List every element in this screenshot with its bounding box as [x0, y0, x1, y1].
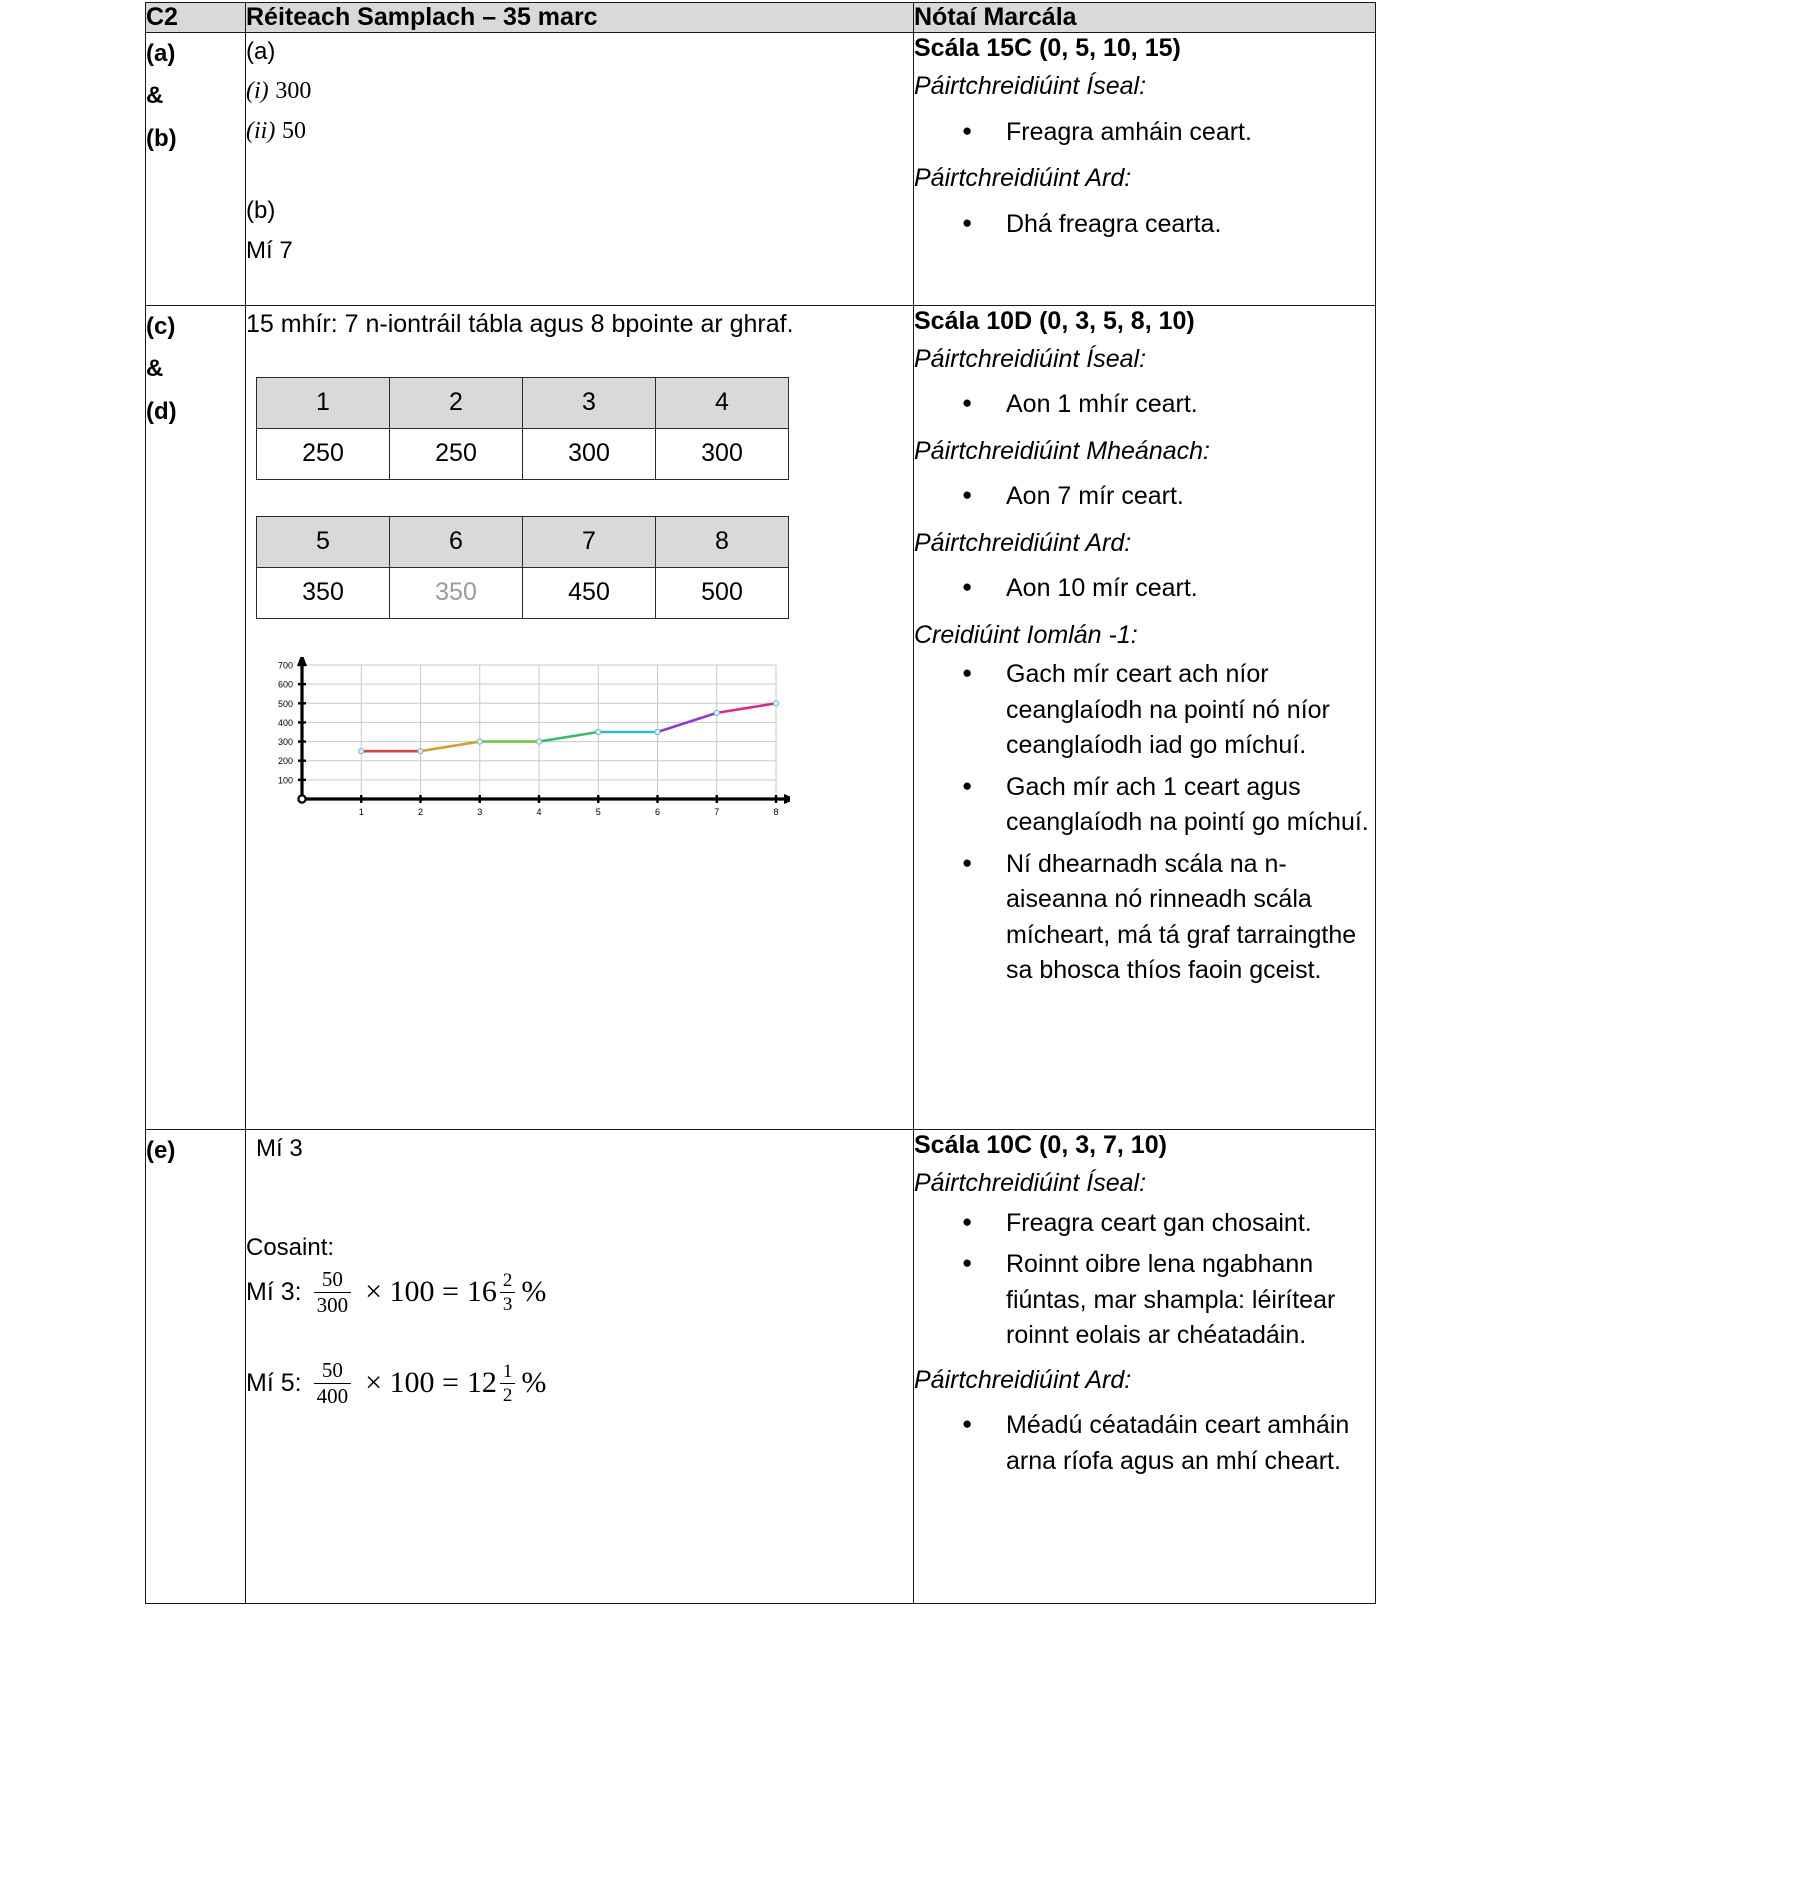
- table-cell-value: 300: [523, 429, 656, 480]
- calc-operator-1: × 100 =: [365, 1274, 459, 1308]
- column-header: 5: [257, 517, 390, 568]
- question-label-line: (c): [146, 312, 176, 340]
- bullet-list-low: [914, 387, 1375, 423]
- chart-segment: [421, 742, 480, 752]
- list-item: ● Ní dhearnadh scála na n-aiseanna nó rinneadh scála mícheart, má tá graf tarraingthe sa bhosca thíos faoin gceist.: [914, 847, 1375, 989]
- chart-data-point: [359, 749, 364, 754]
- column-header: 6: [390, 517, 523, 568]
- header-solution-col: Réiteach Samplach – 35 marc: [246, 3, 914, 33]
- table-cell-value: 250: [390, 429, 523, 480]
- y-tick-label: 400: [277, 718, 293, 729]
- table-cell-value-prefilled: 350: [390, 568, 523, 619]
- fraction-denominator: 400: [314, 1383, 352, 1407]
- table-header-row: [146, 3, 1376, 33]
- list-item: ● Freagra amháin ceart.: [914, 115, 1375, 151]
- fraction-1: [314, 1266, 352, 1317]
- calculation-row-2: [246, 1357, 913, 1408]
- x-tick-label: 5: [595, 807, 601, 818]
- list-item: ● Roinnt oibre lena ngabhann fiúntas, mar shampla: léirítear roinnt eolais ar chéatadáin.: [914, 1247, 1375, 1354]
- chart-segment: [717, 703, 776, 713]
- credit-heading-low: Páirtchreidiúint Íseal:: [914, 72, 1147, 100]
- chart-segment: [539, 732, 598, 742]
- roman-marker-i: (i): [246, 77, 269, 104]
- question-label-ab: [146, 32, 246, 305]
- credit-heading-high: Páirtchreidiúint Ard:: [914, 1365, 1132, 1394]
- table-cell-value: 450: [523, 568, 656, 619]
- bullet-list-high: [914, 571, 1375, 607]
- solution-intro-text: 15 mhír: 7 n-iontráil tábla agus 8 bpointe ar ghraf.: [246, 309, 794, 338]
- marking-scheme-table: [145, 2, 1376, 1604]
- x-tick-label: 1: [358, 807, 364, 818]
- credit-heading-low: Páirtchreidiúint Íseal:: [914, 1169, 1147, 1198]
- table-row: [146, 305, 1376, 1130]
- y-tick-label: 300: [277, 737, 293, 748]
- column-header: 8: [656, 517, 789, 568]
- x-tick-label: 3: [477, 807, 483, 818]
- question-label-line: (b): [146, 125, 177, 153]
- chart-axes: [297, 657, 790, 804]
- credit-heading-full-minus-one: Creidiúint Iomlán -1:: [914, 620, 1138, 649]
- line-graph: [260, 657, 790, 829]
- fraction-denominator: 300: [314, 1292, 352, 1316]
- chart-data-point: [536, 739, 541, 744]
- y-tick-label: 100: [277, 775, 293, 786]
- calc-whole-2: 12: [466, 1365, 497, 1399]
- part-b-answer: Mí 7: [246, 236, 293, 264]
- fraction-numerator: 50: [321, 1266, 343, 1291]
- table-cell-value: 500: [656, 568, 789, 619]
- fraction-denominator: 2: [500, 1383, 516, 1405]
- y-tick-label: 600: [277, 679, 293, 690]
- question-label-e: [146, 1130, 246, 1603]
- x-tick-label: 7: [714, 807, 720, 818]
- header-notes-col: Nótaí Marcála: [914, 3, 1376, 33]
- mixed-fraction-2: [500, 1362, 516, 1405]
- credit-heading-medium: Páirtchreidiúint Mheánach:: [914, 436, 1210, 465]
- y-tick-label: 500: [277, 698, 293, 709]
- bullet-list-high: [914, 207, 1375, 243]
- column-header: 3: [523, 378, 656, 429]
- notes-cell-ab: [914, 32, 1376, 305]
- x-axis-arrow: [784, 794, 790, 804]
- y-tick-label: 700: [277, 660, 293, 671]
- answer-ii-value: 50: [282, 118, 306, 145]
- fraction-2: [314, 1357, 352, 1408]
- notes-cell-e: [914, 1130, 1376, 1603]
- question-label-line: &: [146, 355, 164, 383]
- question-label-line: (a): [146, 39, 176, 67]
- list-item: ● Aon 7 mír ceart.: [914, 479, 1375, 515]
- table-row: [257, 568, 789, 619]
- line-chart-svg: [260, 657, 790, 829]
- notes-cell-cd: [914, 305, 1376, 1130]
- column-header: 4: [656, 378, 789, 429]
- fraction-numerator: 50: [321, 1357, 343, 1382]
- roman-marker-ii: (ii): [246, 118, 276, 145]
- mixed-fraction-1: [500, 1271, 516, 1314]
- header-question-col: C2: [146, 3, 246, 33]
- table-cell-value: 350: [257, 568, 390, 619]
- table-row: [146, 32, 1376, 305]
- chart-data-points: [359, 701, 779, 754]
- question-label-cd: [146, 305, 246, 1130]
- origin-marker: [298, 796, 305, 803]
- list-item: ● Aon 10 mír ceart.: [914, 571, 1375, 607]
- y-tick-label: 200: [277, 756, 293, 767]
- chart-data-point: [714, 710, 719, 715]
- credit-heading-high: Páirtchreidiúint Ard:: [914, 528, 1132, 557]
- list-item: ● Aon 1 mhír ceart.: [914, 387, 1375, 423]
- answer-month: Mí 3: [256, 1135, 303, 1163]
- list-item: ● Freagra ceart gan chosaint.: [914, 1206, 1375, 1242]
- x-tick-label: 4: [536, 807, 542, 818]
- bullet-list-low: [914, 115, 1375, 151]
- question-label-line: (d): [146, 398, 177, 426]
- answer-i-value: 300: [275, 77, 312, 104]
- question-label-line: (e): [146, 1137, 176, 1165]
- solution-cell-ab: [246, 32, 914, 305]
- chart-data-point: [596, 730, 601, 735]
- credit-heading-high: Páirtchreidiúint Ard:: [914, 164, 1132, 192]
- percent-sign-1: %: [521, 1274, 547, 1308]
- answer-i: [246, 72, 913, 110]
- chart-data-point: [655, 730, 660, 735]
- fraction-numerator: 1: [502, 1360, 513, 1382]
- fraction-denominator: 3: [500, 1292, 516, 1314]
- fraction-numerator: 2: [502, 1269, 513, 1291]
- y-axis-arrow: [297, 657, 307, 666]
- solution-cell-cd: [246, 305, 914, 1130]
- list-item: ● Méadú céatadáin ceart amháin arna ríofa agus an mhí cheart.: [914, 1408, 1375, 1479]
- data-table-months-5-8: [256, 516, 789, 619]
- justification-label: Cosaint:: [246, 1234, 335, 1262]
- table-row: [146, 1130, 1376, 1603]
- part-a-label: (a): [246, 37, 276, 65]
- bullet-list-full-minus-one: [914, 657, 1375, 989]
- column-header: 7: [523, 517, 656, 568]
- calculation-row-1: [246, 1266, 913, 1317]
- list-item: ● Gach mír ach 1 ceart agus ceanglaíodh na pointí go míchuí.: [914, 770, 1375, 841]
- chart-data-point: [418, 749, 423, 754]
- table-cell-value: 250: [257, 429, 390, 480]
- question-label-line: &: [146, 82, 164, 110]
- list-item: ● Dhá freagra cearta.: [914, 207, 1375, 243]
- chart-series-line: [361, 703, 776, 751]
- bullet-list-high: [914, 1408, 1375, 1479]
- data-table-months-1-4: [256, 377, 789, 480]
- scale-title: Scála 10C (0, 3, 7, 10): [914, 1131, 1167, 1160]
- bullet-list-medium: [914, 479, 1375, 515]
- calc-label-2: Mí 5:: [246, 1368, 302, 1397]
- spacer: [246, 152, 913, 192]
- answer-ii: [246, 112, 913, 150]
- table-row: [257, 517, 789, 568]
- percent-sign-2: %: [521, 1365, 547, 1399]
- table-row: [257, 378, 789, 429]
- calc-whole-1: 16: [466, 1274, 497, 1308]
- column-header: 2: [390, 378, 523, 429]
- chart-gridlines: [302, 665, 776, 799]
- x-tick-label: 8: [773, 807, 779, 818]
- column-header: 1: [257, 378, 390, 429]
- table-cell-value: 300: [656, 429, 789, 480]
- credit-heading-low: Páirtchreidiúint Íseal:: [914, 344, 1147, 373]
- bullet-list-low: [914, 1206, 1375, 1354]
- scale-title: Scála 15C (0, 5, 10, 15): [914, 33, 1181, 62]
- scale-title: Scála 10D (0, 3, 5, 8, 10): [914, 306, 1195, 335]
- chart-data-point: [477, 739, 482, 744]
- list-item: ● Gach mír ceart ach níor ceanglaíodh na pointí nó níor ceanglaíodh iad go míchuí.: [914, 657, 1375, 764]
- table-row: [257, 429, 789, 480]
- calc-label-1: Mí 3:: [246, 1277, 302, 1306]
- x-tick-label: 6: [654, 807, 661, 818]
- calc-operator-2: × 100 =: [365, 1365, 459, 1399]
- x-tick-label: 2: [417, 807, 424, 818]
- part-b-label: (b): [246, 197, 276, 225]
- solution-cell-e: [246, 1130, 914, 1603]
- chart-data-point: [773, 701, 778, 706]
